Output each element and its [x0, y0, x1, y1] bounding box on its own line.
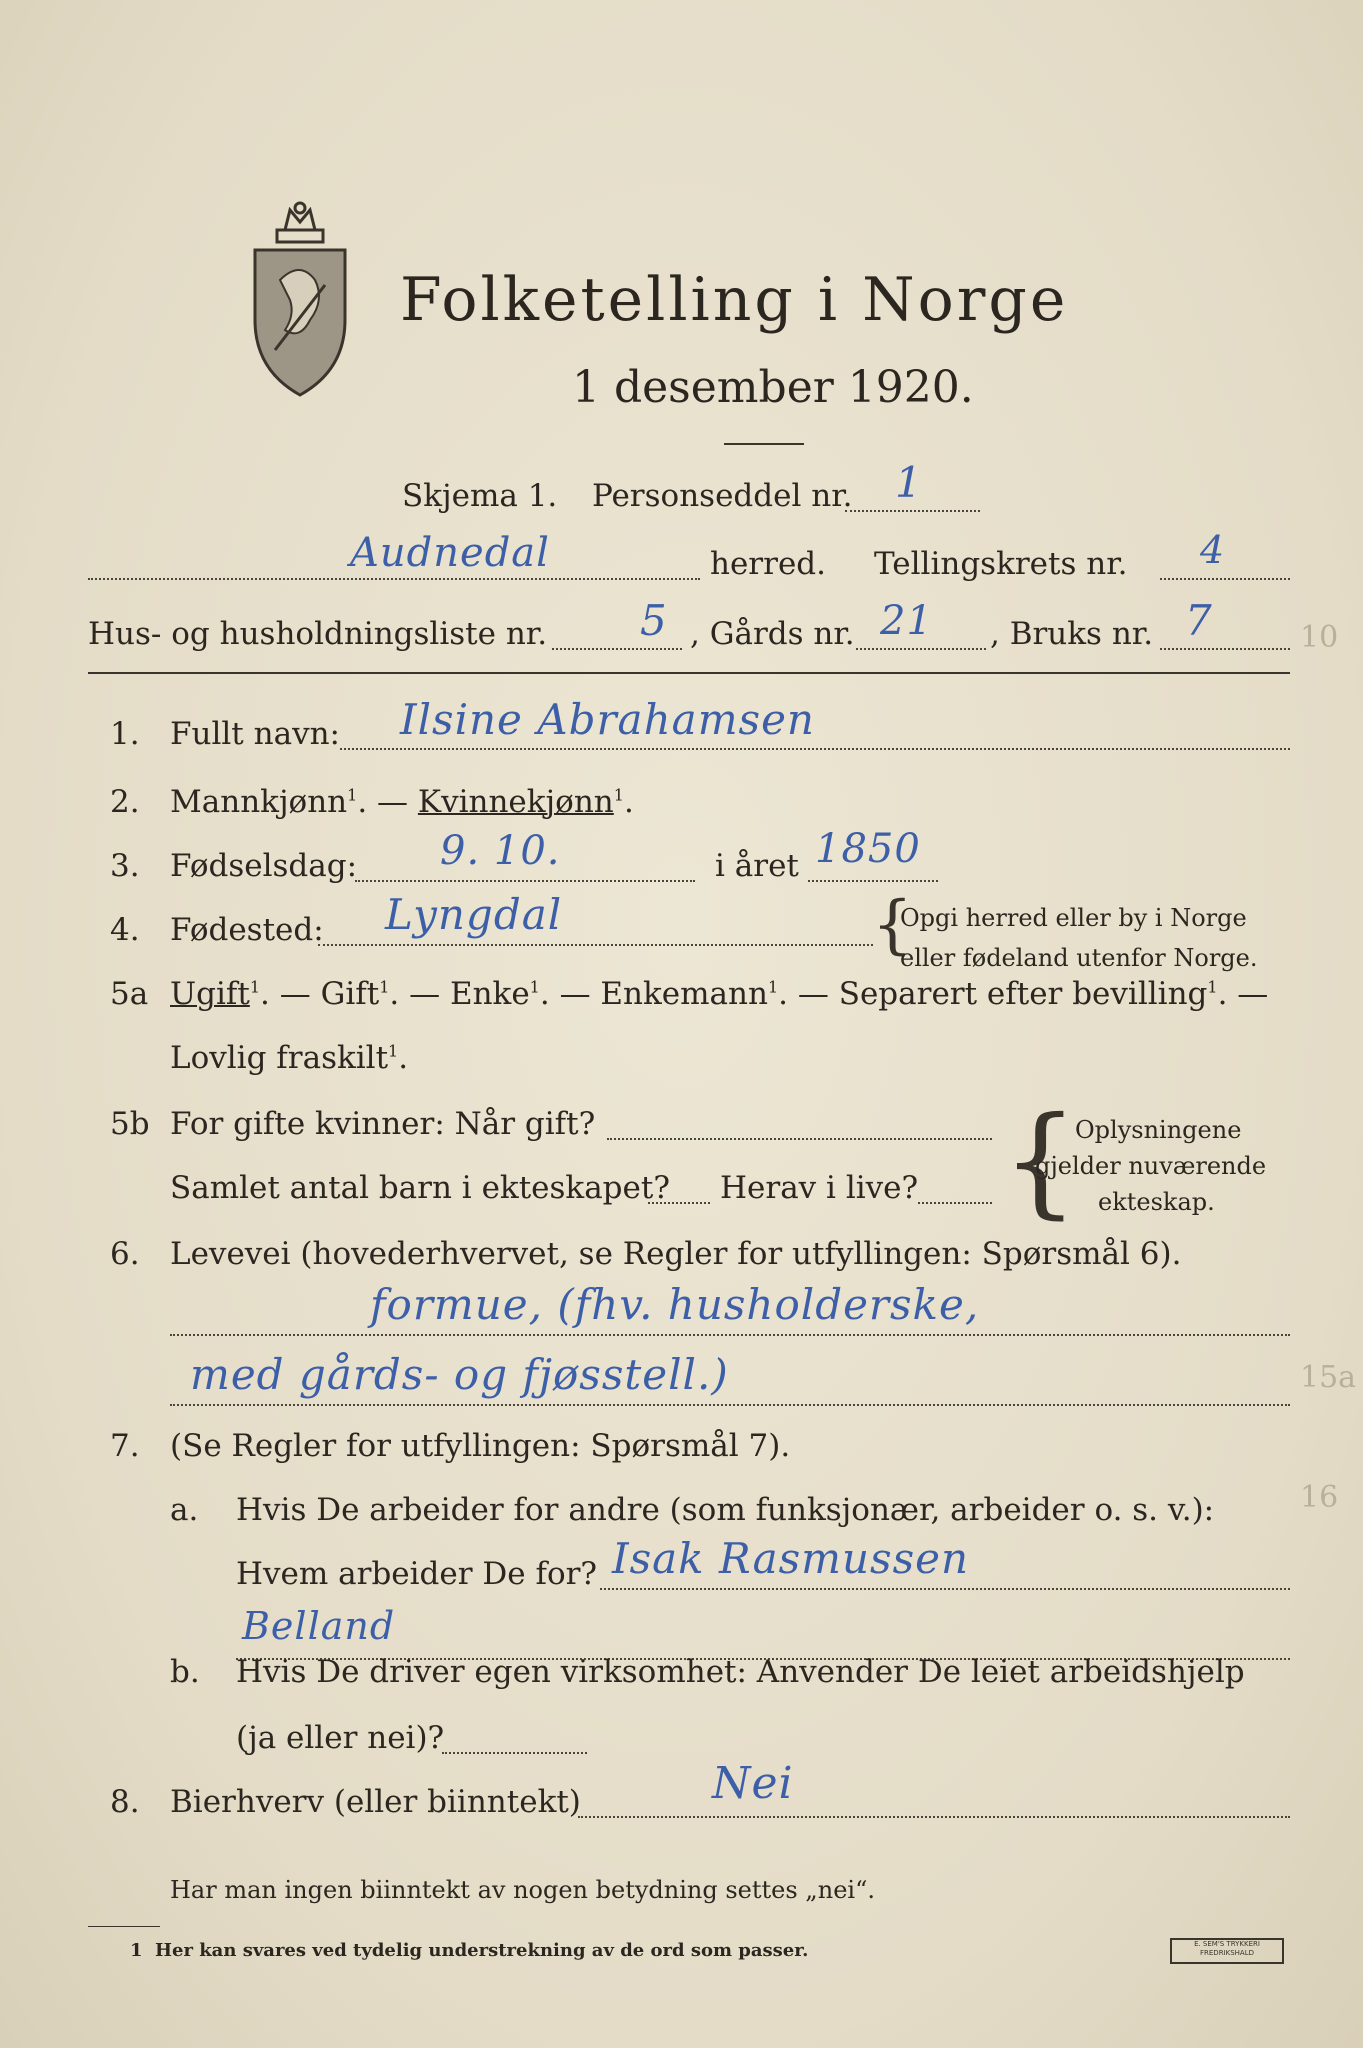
footnote-rule: [88, 1926, 160, 1927]
q7a-line1: [600, 1588, 1290, 1590]
q3-label: Fødselsdag:: [170, 848, 358, 884]
q5a-number: 5a: [110, 976, 149, 1012]
q1-value: Ilsine Abrahamsen: [400, 695, 815, 744]
footer-note: Har man ingen biinntekt av nogen betydning settes „nei“.: [170, 1876, 875, 1904]
q2-options: Mannkjønn$^1$. — Kvinnekjønn$^1$.: [170, 784, 634, 820]
gards-label: , Gårds nr.: [690, 616, 855, 652]
footnote-mark: 1: [130, 1940, 143, 1961]
bruks-line: [1160, 648, 1290, 650]
q5a-options: Ugift$^1$. — Gift$^1$. — Enke$^1$. — Enkemann$^1$. — Separert efter bevilling$^1$. —: [170, 976, 1269, 1012]
q5a-enkemann: Enkemann: [600, 976, 768, 1012]
hus-line: [552, 648, 682, 650]
q5a-gift: Gift: [320, 976, 380, 1012]
q6-value2: med gårds- og fjøsstell.): [190, 1350, 729, 1399]
hus-label: Hus- og husholdningsliste nr.: [88, 616, 548, 652]
q5b-line1: [607, 1138, 992, 1140]
form-date: 1 desember 1920.: [572, 362, 974, 413]
q6-label: Levevei (hovederhvervet, se Regler for utfyllingen: Spørsmål 6).: [170, 1236, 1182, 1272]
q3-year-line: [808, 880, 938, 882]
tellingskrets-label: Tellingskrets nr.: [874, 546, 1128, 582]
personseddel-line: [845, 510, 980, 512]
q5a-lovlig: Lovlig fraskilt$^1$.: [170, 1040, 409, 1076]
q4-line: [318, 944, 873, 946]
q7-number: 7.: [110, 1428, 140, 1464]
q8-value: Nei: [712, 1758, 794, 1809]
herred-value: Audnedal: [350, 530, 550, 576]
q7b-line: [442, 1752, 587, 1754]
header-rule: [88, 672, 1290, 674]
printer-stamp: E. SEM'S TRYKKERI FREDRIKSHALD: [1170, 1938, 1284, 1964]
q5b-brace: {: [1002, 1092, 1079, 1231]
bleed-through-mark: 15a: [1300, 1360, 1357, 1395]
gards-line: [856, 648, 986, 650]
herred-line: [88, 578, 700, 580]
q4-note1: Opgi herred eller by i Norge: [900, 904, 1247, 932]
q1-label: Fullt navn:: [170, 716, 340, 752]
q1-number: 1.: [110, 716, 140, 752]
bruks-value: 7: [1185, 596, 1213, 645]
q7b-question: (ja eller nei)?: [236, 1720, 445, 1756]
q3-year-value: 1850: [815, 826, 921, 872]
bruks-label: , Bruks nr.: [990, 616, 1154, 652]
q5b-label3: Herav i live?: [720, 1170, 919, 1206]
q4-brace: {: [872, 888, 913, 962]
q3-year-label: i året: [715, 848, 799, 884]
q2-number: 2.: [110, 784, 140, 820]
q5b-note1: Oplysningene: [1075, 1116, 1242, 1144]
q6-number: 6.: [110, 1236, 140, 1272]
q8-number: 8.: [110, 1784, 140, 1820]
q5a-separert: Separert efter bevilling: [838, 976, 1208, 1012]
q6-line2: [170, 1404, 1290, 1406]
q5b-line3: [918, 1202, 992, 1204]
gards-value: 21: [880, 598, 933, 644]
q7-label: (Se Regler for utfyllingen: Spørsmål 7).: [170, 1428, 791, 1464]
q5b-note3: ekteskap.: [1098, 1188, 1215, 1216]
q5b-label1: For gifte kvinner: Når gift?: [170, 1106, 596, 1142]
q5a-enke: Enke: [449, 976, 530, 1012]
q7a-value2: Belland: [242, 1604, 396, 1648]
q2-kvinne: Kvinnekjønn: [417, 784, 614, 820]
q7a-label: Hvis De arbeider for andre (som funksjonær, arbeider o. s. v.):: [236, 1492, 1215, 1528]
q7a-question: Hvem arbeider De for?: [236, 1556, 598, 1592]
q3-value: 9. 10.: [440, 828, 561, 874]
q8-label: Bierhverv (eller biinntekt): [170, 1784, 581, 1820]
q7a-value1: Isak Rasmussen: [612, 1534, 970, 1583]
q3-number: 3.: [110, 848, 140, 884]
hus-value: 5: [640, 596, 668, 645]
coat-of-arms-icon: [245, 200, 355, 400]
q4-value: Lyngdal: [385, 890, 563, 939]
title-divider: [724, 443, 804, 445]
q5b-label2: Samlet antal barn i ekteskapet?: [170, 1170, 670, 1206]
schema-label: Skjema 1.: [402, 478, 558, 514]
form-title: Folketelling i Norge: [400, 265, 1069, 335]
tellingskrets-value: 4: [1200, 528, 1226, 572]
q6-line1: [170, 1334, 1290, 1336]
q7b-number: b.: [170, 1654, 200, 1690]
footnote-text: Her kan svares ved tydelig understrekning av de ord som passer.: [155, 1940, 809, 1961]
bleed-through-mark: 10: [1300, 620, 1339, 655]
tellingskrets-line: [1160, 578, 1290, 580]
q5b-note2: gjelder nuværende: [1035, 1152, 1267, 1180]
q7b-label: Hvis De driver egen virksomhet: Anvender De leiet arbeidshjelp: [236, 1654, 1245, 1690]
q4-number: 4.: [110, 912, 140, 948]
q5b-number: 5b: [110, 1106, 150, 1142]
bleed-through-mark: 16: [1300, 1480, 1339, 1515]
q6-value1: formue, (fhv. husholderske,: [370, 1280, 980, 1329]
personseddel-label: Personseddel nr.: [592, 478, 853, 514]
q5a-ugift: Ugift: [170, 976, 250, 1012]
q1-line: [340, 748, 1290, 750]
q4-label: Fødested:: [170, 912, 324, 948]
q4-note2: eller fødeland utenfor Norge.: [900, 944, 1258, 972]
herred-label: herred.: [710, 546, 826, 582]
q8-line: [578, 1816, 1290, 1818]
q5b-line2: [648, 1202, 710, 1204]
q3-line: [355, 880, 695, 882]
personseddel-value: 1: [895, 458, 923, 507]
q7a-number: a.: [170, 1492, 199, 1528]
q2-mann: Mannkjønn: [170, 784, 348, 820]
